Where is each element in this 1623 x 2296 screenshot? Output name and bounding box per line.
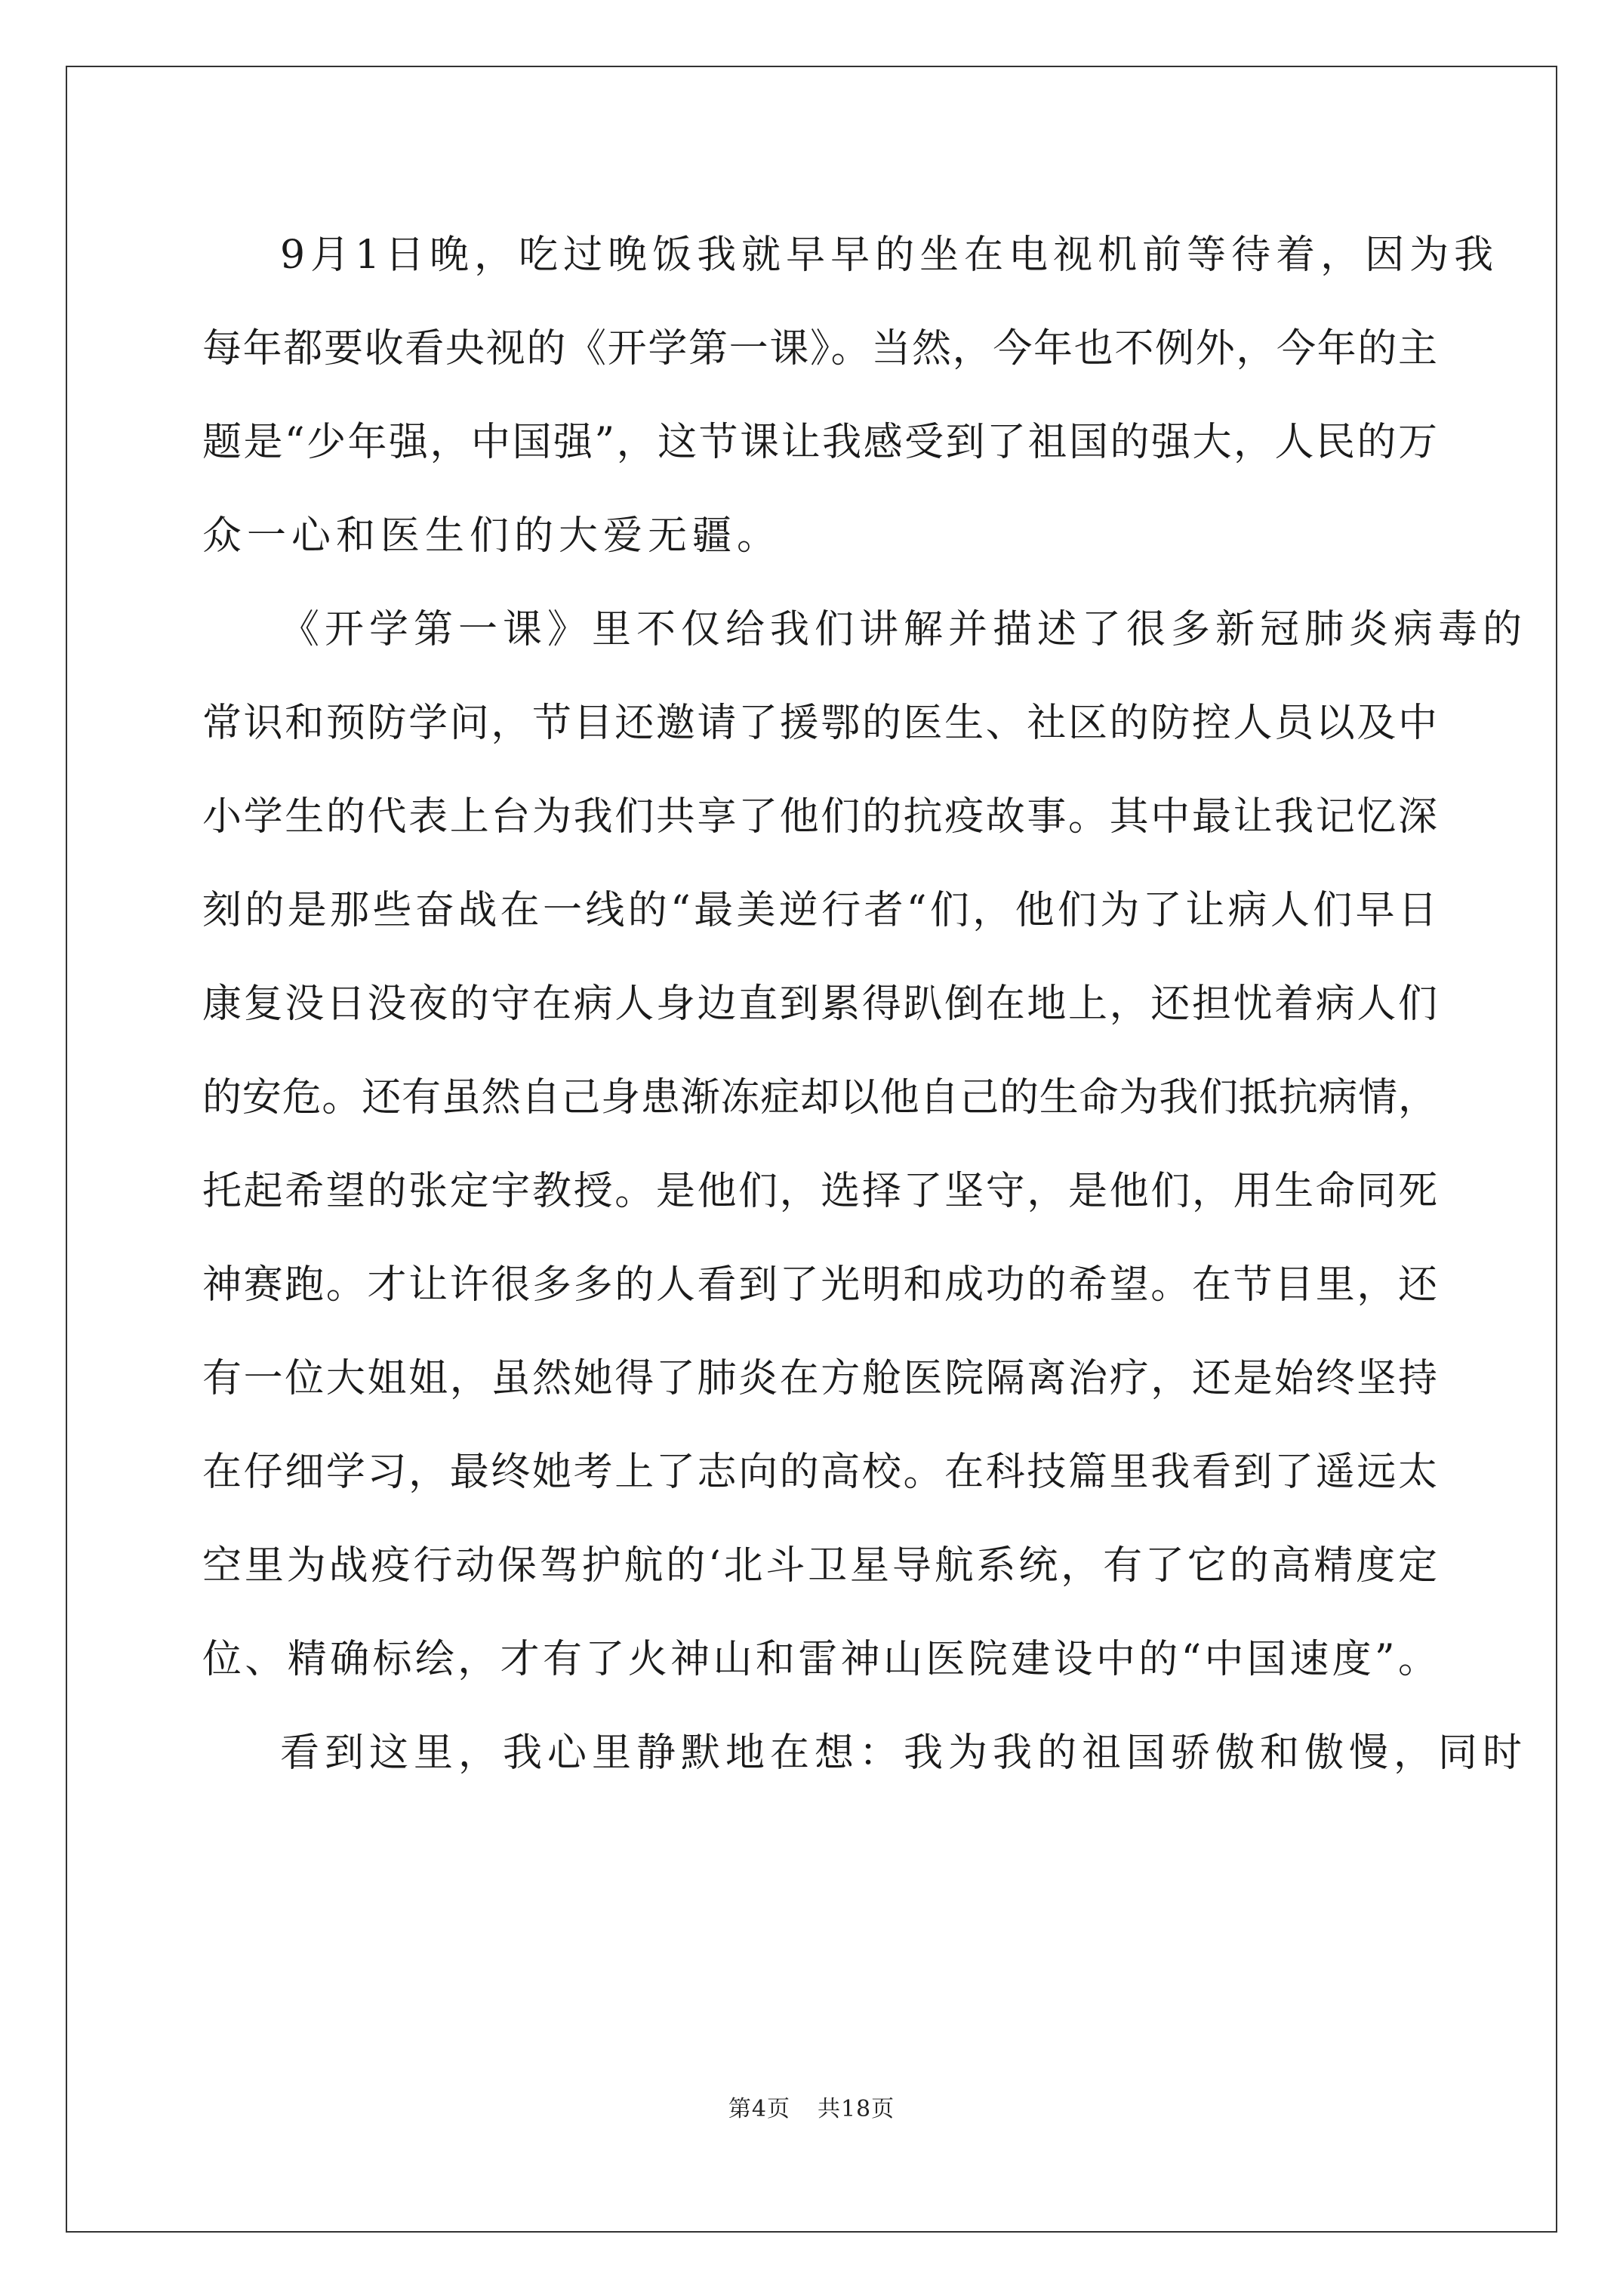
text-line: 的安危。还有虽然自己身患渐冻症却以他自己的生命为我们抵抗病情， [202, 1075, 1437, 1120]
total-pages: 共18页 [817, 2096, 895, 2122]
text-line: 每年都要收看央视的《开学第一课》。当然，今年也不例外，今年的主 [202, 326, 1437, 371]
text-line: 有一位大姐姐，虽然她得了肺炎在方舱医院隔离治疗，还是始终坚持 [202, 1356, 1437, 1401]
text-line: 空里为战疫行动保驾护航的‘北斗卫星导航系统，有了它的高精度定 [202, 1543, 1437, 1589]
document-body [202, 220, 1528, 1812]
text-line: 《开学第一课》里不仅给我们讲解并描述了很多新冠肺炎病毒的 [280, 607, 1528, 652]
text-line: 刻的是那些奋战在一线的“最美逆行者“们，他们为了让病人们早日 [202, 888, 1437, 933]
text-line: 题是“少年强，中国强”，这节课让我感受到了祖国的强大，人民的万 [202, 420, 1437, 465]
text-line: 9月1日晚，吃过晚饭我就早早的坐在电视机前等待着，因为我 [280, 233, 1499, 278]
text-line: 在仔细学习，最终她考上了志向的高校。在科技篇里我看到了遥远太 [202, 1450, 1437, 1495]
text-line: 位、精确标绘，才有了火神山和雷神山医院建设中的“中国速度”。 [202, 1637, 1437, 1682]
page-number: 第4页 [728, 2096, 790, 2122]
text-line: 常识和预防学问，节目还邀请了援鄂的医生、社区的防控人员以及中 [202, 701, 1437, 746]
text-line: 小学生的代表上台为我们共享了他们的抗疫故事。其中最让我记忆深 [202, 794, 1437, 840]
text-line: 神赛跑。才让许很多多的人看到了光明和成功的希望。在节目里，还 [202, 1262, 1437, 1308]
page-footer [0, 2090, 1623, 2123]
text-line: 康复没日没夜的守在病人身边直到累得趴倒在地上，还担忧着病人们 [202, 982, 1437, 1027]
text-line: 看到这里，我心里静默地在想：我为我的祖国骄傲和傲慢，同时 [280, 1730, 1528, 1776]
text-line: 托起希望的张定宇教授。是他们，选择了坚守，是他们，用生命同死 [202, 1169, 1437, 1214]
text-line: 众一心和医生们的大爱无疆。 [202, 513, 782, 559]
